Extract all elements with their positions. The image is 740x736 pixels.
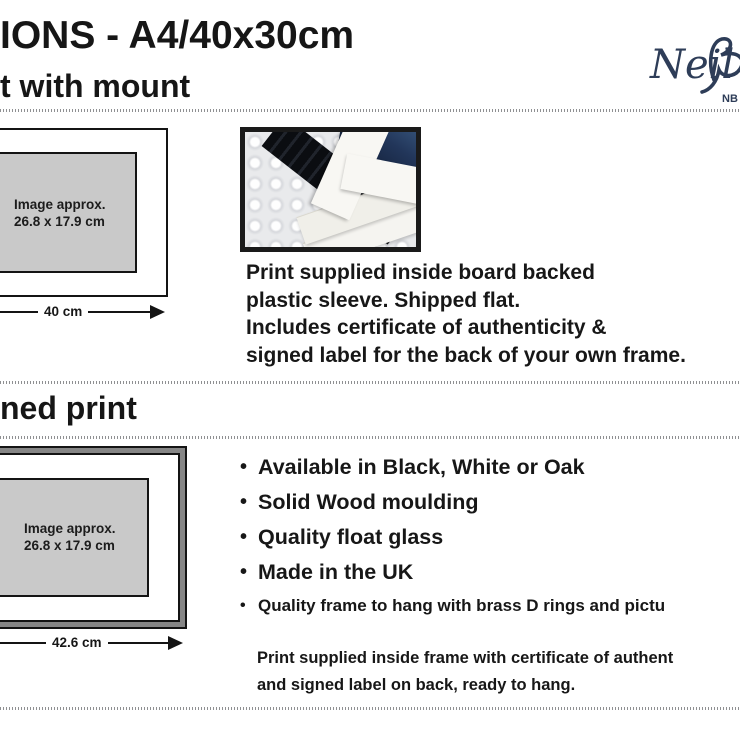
bullet-item-small: [240, 594, 665, 618]
logo-initials: NB: [722, 93, 738, 105]
description-line: Print supplied inside board backed: [246, 261, 595, 284]
bullet-label: Quality float glass: [258, 525, 444, 549]
image-size-line2: 26.8 x 17.9 cm: [24, 538, 115, 553]
signature-text: Neil: [650, 42, 735, 88]
arrowhead-right-icon: [150, 305, 165, 319]
image-size-line2: 26.8 x 17.9 cm: [14, 214, 105, 229]
bullet-dot-icon: •: [240, 597, 246, 614]
framed-note: [257, 645, 673, 699]
section-heading-framed: ned print: [0, 390, 137, 426]
divider: [0, 436, 740, 439]
image-size-label: [14, 196, 106, 230]
width-arrow-framed: [0, 635, 183, 651]
width-label: 42.6 cm: [46, 635, 108, 651]
bullet-item: [240, 520, 585, 555]
bullet-item: [240, 450, 585, 485]
bullet-label: Quality frame to hang with brass D rings and pictu: [258, 596, 666, 615]
bullet-dot-icon: •: [240, 526, 248, 548]
arrowhead-right-icon: [168, 636, 183, 650]
mount-diagram-image-area: [0, 152, 137, 273]
description-line: signed label for the back of your own frame.: [246, 343, 686, 367]
note-line: and signed label on back, ready to hang.: [257, 676, 576, 694]
brand-signature-logo: [650, 30, 740, 114]
signature-icon: [650, 30, 740, 114]
bullet-label: Solid Wood moulding: [258, 490, 479, 514]
width-arrow-mount: [0, 304, 165, 320]
image-size-line1: Image approx.: [14, 197, 106, 212]
bullet-item: [240, 555, 585, 590]
description-line: Includes certificate of authenticity &: [246, 316, 607, 339]
section-heading-mount: t with mount: [0, 68, 191, 104]
image-size-line1: Image approx.: [24, 521, 116, 536]
page-title: IONS - A4/40x30cm: [0, 14, 355, 57]
bullet-dot-icon: •: [240, 561, 248, 583]
divider: [0, 707, 740, 710]
description-line: plastic sleeve. Shipped flat.: [246, 288, 521, 312]
bullet-dot-icon: •: [240, 491, 248, 513]
divider: [0, 381, 740, 384]
width-label: 40 cm: [38, 304, 88, 320]
mount-description: [246, 259, 686, 369]
bullet-item: [240, 485, 585, 520]
bullet-label: Made in the UK: [258, 560, 414, 584]
note-line: Print supplied inside frame with certificate of authent: [257, 649, 674, 667]
bullet-label: Available in Black, White or Oak: [258, 455, 585, 479]
divider: [0, 109, 740, 112]
bullet-dot-icon: •: [240, 456, 248, 478]
feature-bullet-list: [240, 450, 585, 590]
packaging-photo: [240, 127, 421, 252]
image-size-label: [24, 520, 116, 554]
framed-diagram-image-area: [0, 478, 149, 597]
